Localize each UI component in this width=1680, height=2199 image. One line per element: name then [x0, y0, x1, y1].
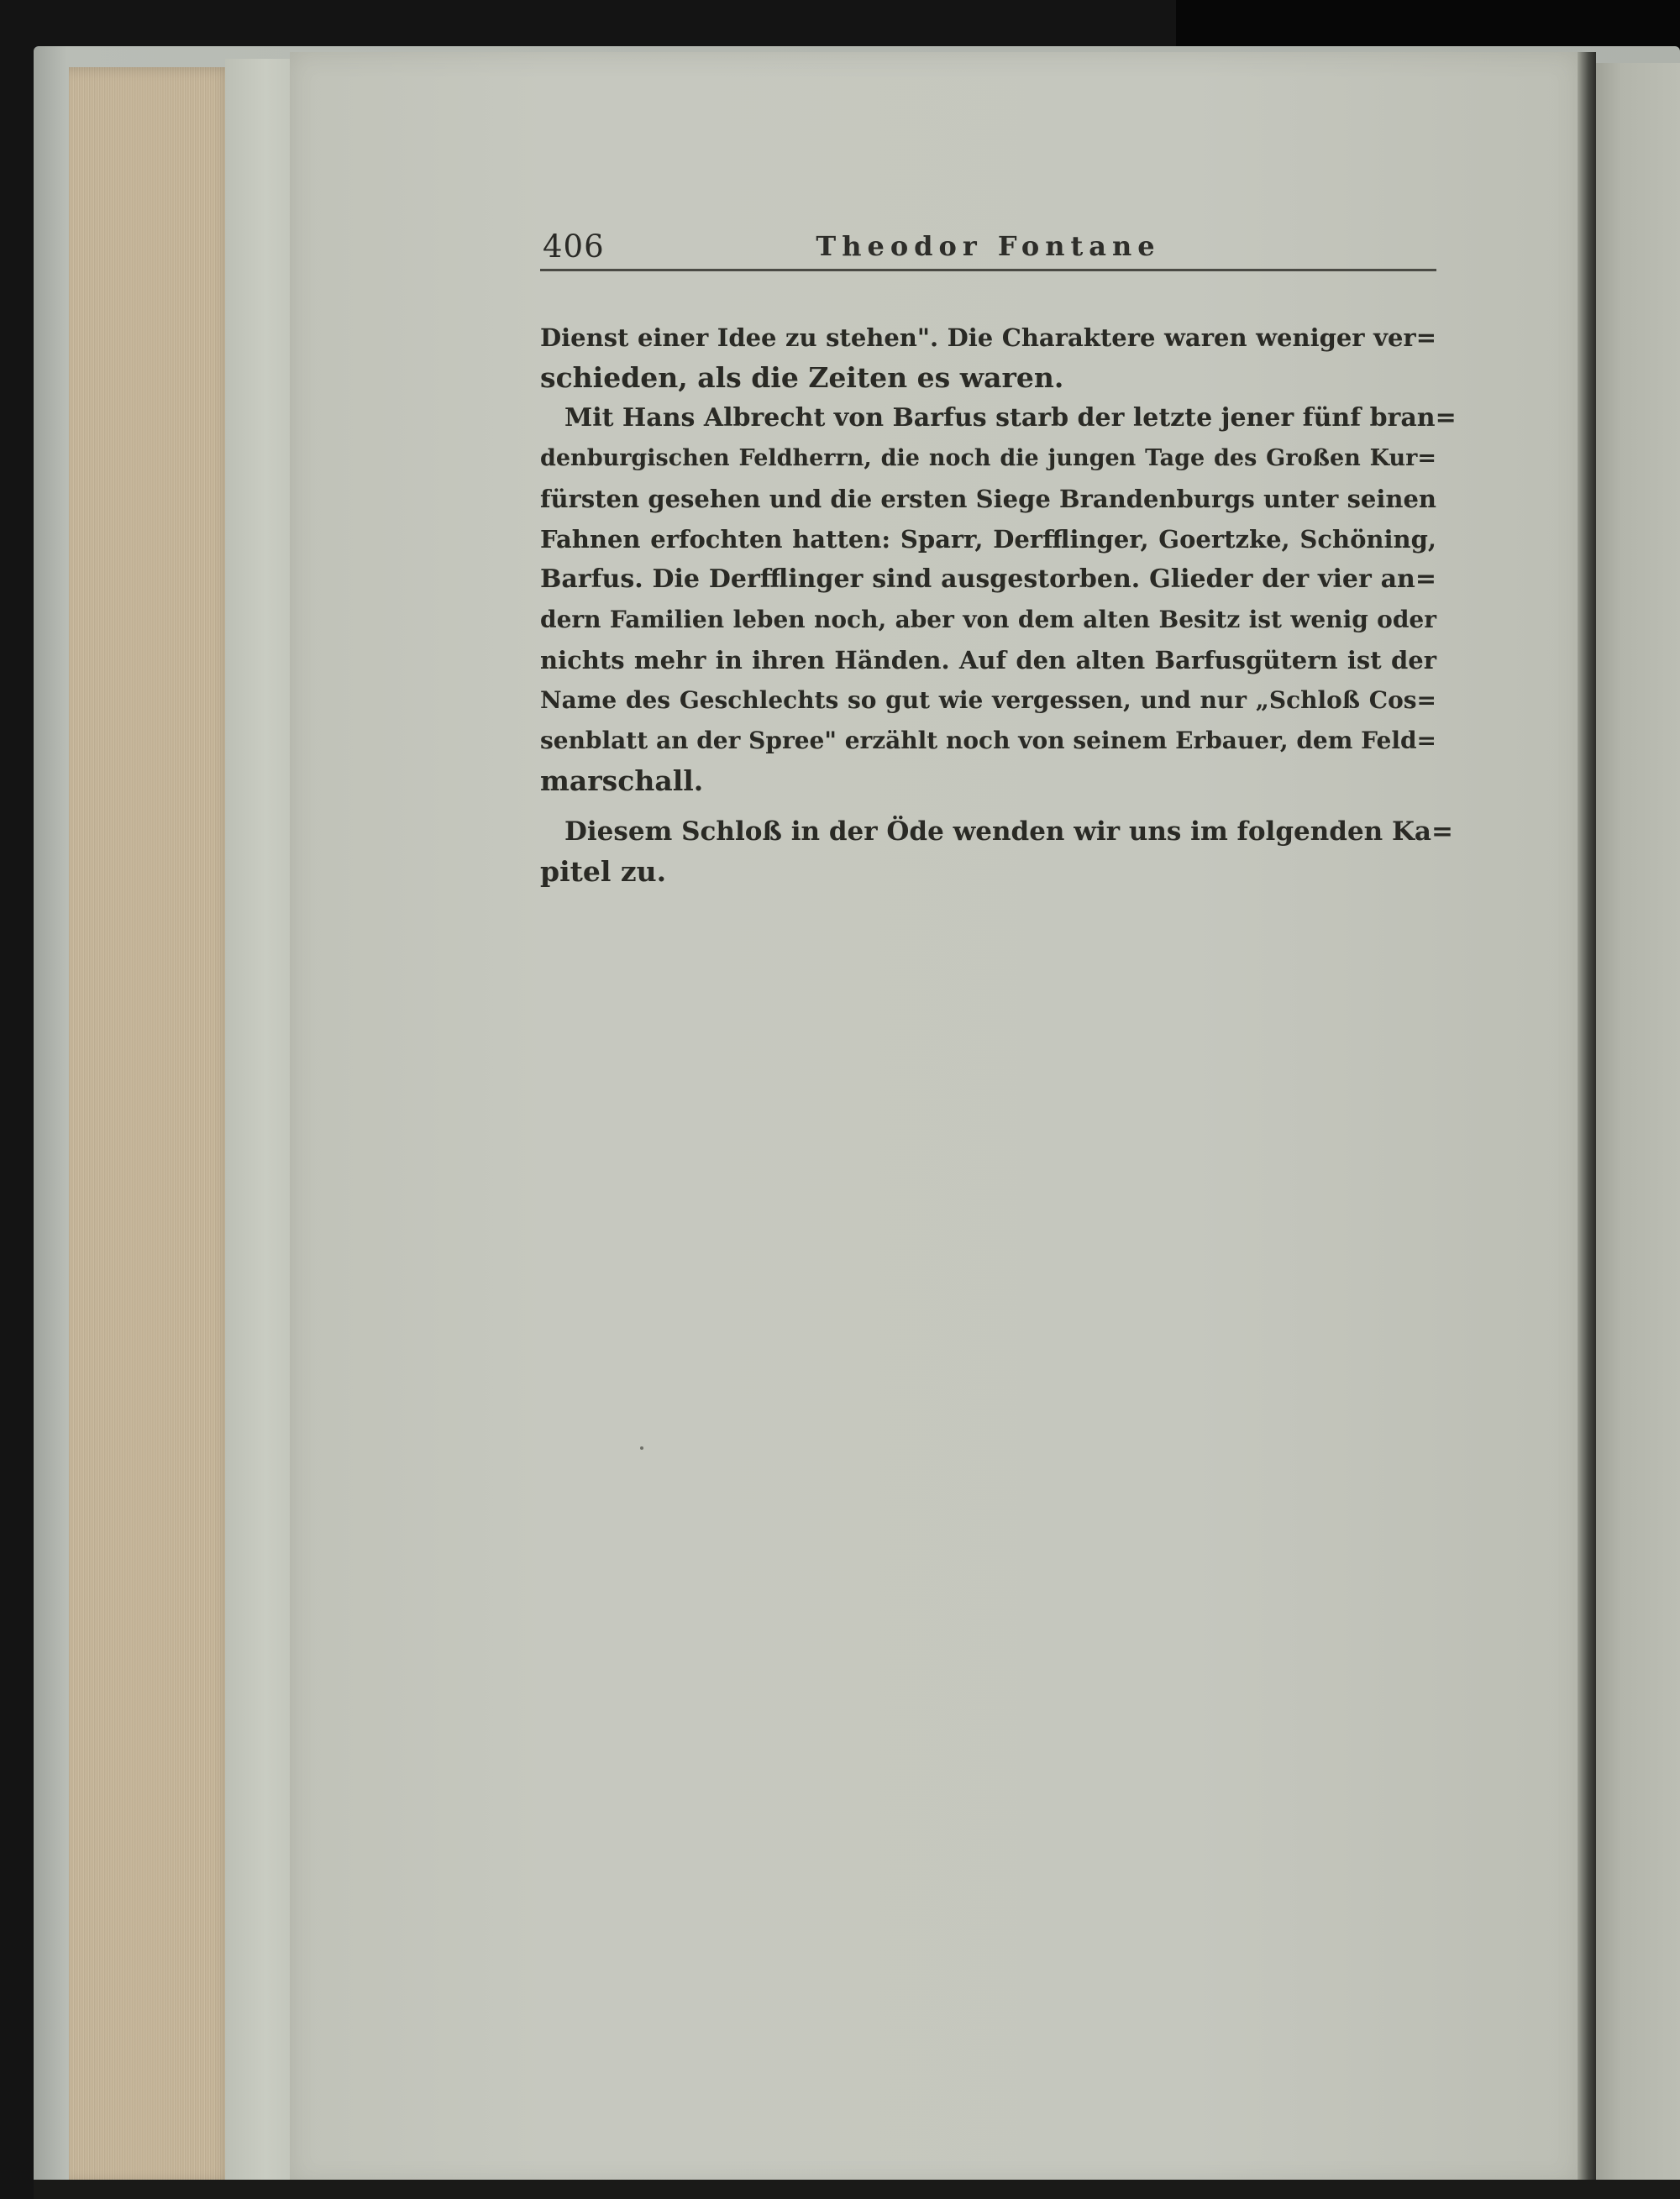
page-edges [69, 67, 237, 2184]
text-line: schieden, als die Zeiten es waren. [540, 361, 1064, 394]
text-line: nichts mehr in ihren Händen. Auf den alten Barfusgütern ist der [540, 646, 1436, 674]
text-line: denburgischen Feldherrn, die noch die jungen Tage des Großen Kur= [540, 445, 1436, 471]
text-line: Fahnen erfochten hatten: Sparr, Derfflinger, Goertzke, Schöning, [540, 525, 1436, 554]
page-number: 406 [543, 228, 605, 265]
book-gutter [1578, 52, 1596, 2186]
text-line: senblatt an der Spree" erzählt noch von seinem Erbauer, dem Feld= [540, 727, 1436, 754]
running-header [540, 227, 1436, 271]
text-line: fürsten gesehen und die ersten Siege Brandenburgs unter seinen [540, 485, 1436, 513]
text-line: Dienst einer Idee zu stehen". Die Charaktere waren weniger ver= [540, 323, 1436, 352]
text-line: Name des Geschlechts so gut wie vergessen, und nur „Schloß Cos= [540, 686, 1436, 714]
text-line: Diesem Schloß in der Öde wenden wir uns im folgenden Ka= [564, 816, 1453, 847]
text-line: Barfus. Die Derfflinger sind ausgestorben. Glieder der vier an= [540, 564, 1436, 594]
facing-page-edge [1596, 63, 1680, 2184]
page-edges-inner [225, 59, 292, 2192]
text-line: Mit Hans Albrecht von Barfus starb der letzte jener fünf bran= [564, 403, 1457, 433]
running-title: Theodor Fontane [816, 230, 1161, 262]
bottom-shadow [34, 2180, 1680, 2199]
text-line: pitel zu. [540, 855, 667, 888]
text-line: marschall. [540, 764, 704, 797]
paper-speck [640, 1446, 643, 1450]
text-line: dern Familien leben noch, aber von dem alten Besitz ist wenig oder [540, 606, 1436, 633]
